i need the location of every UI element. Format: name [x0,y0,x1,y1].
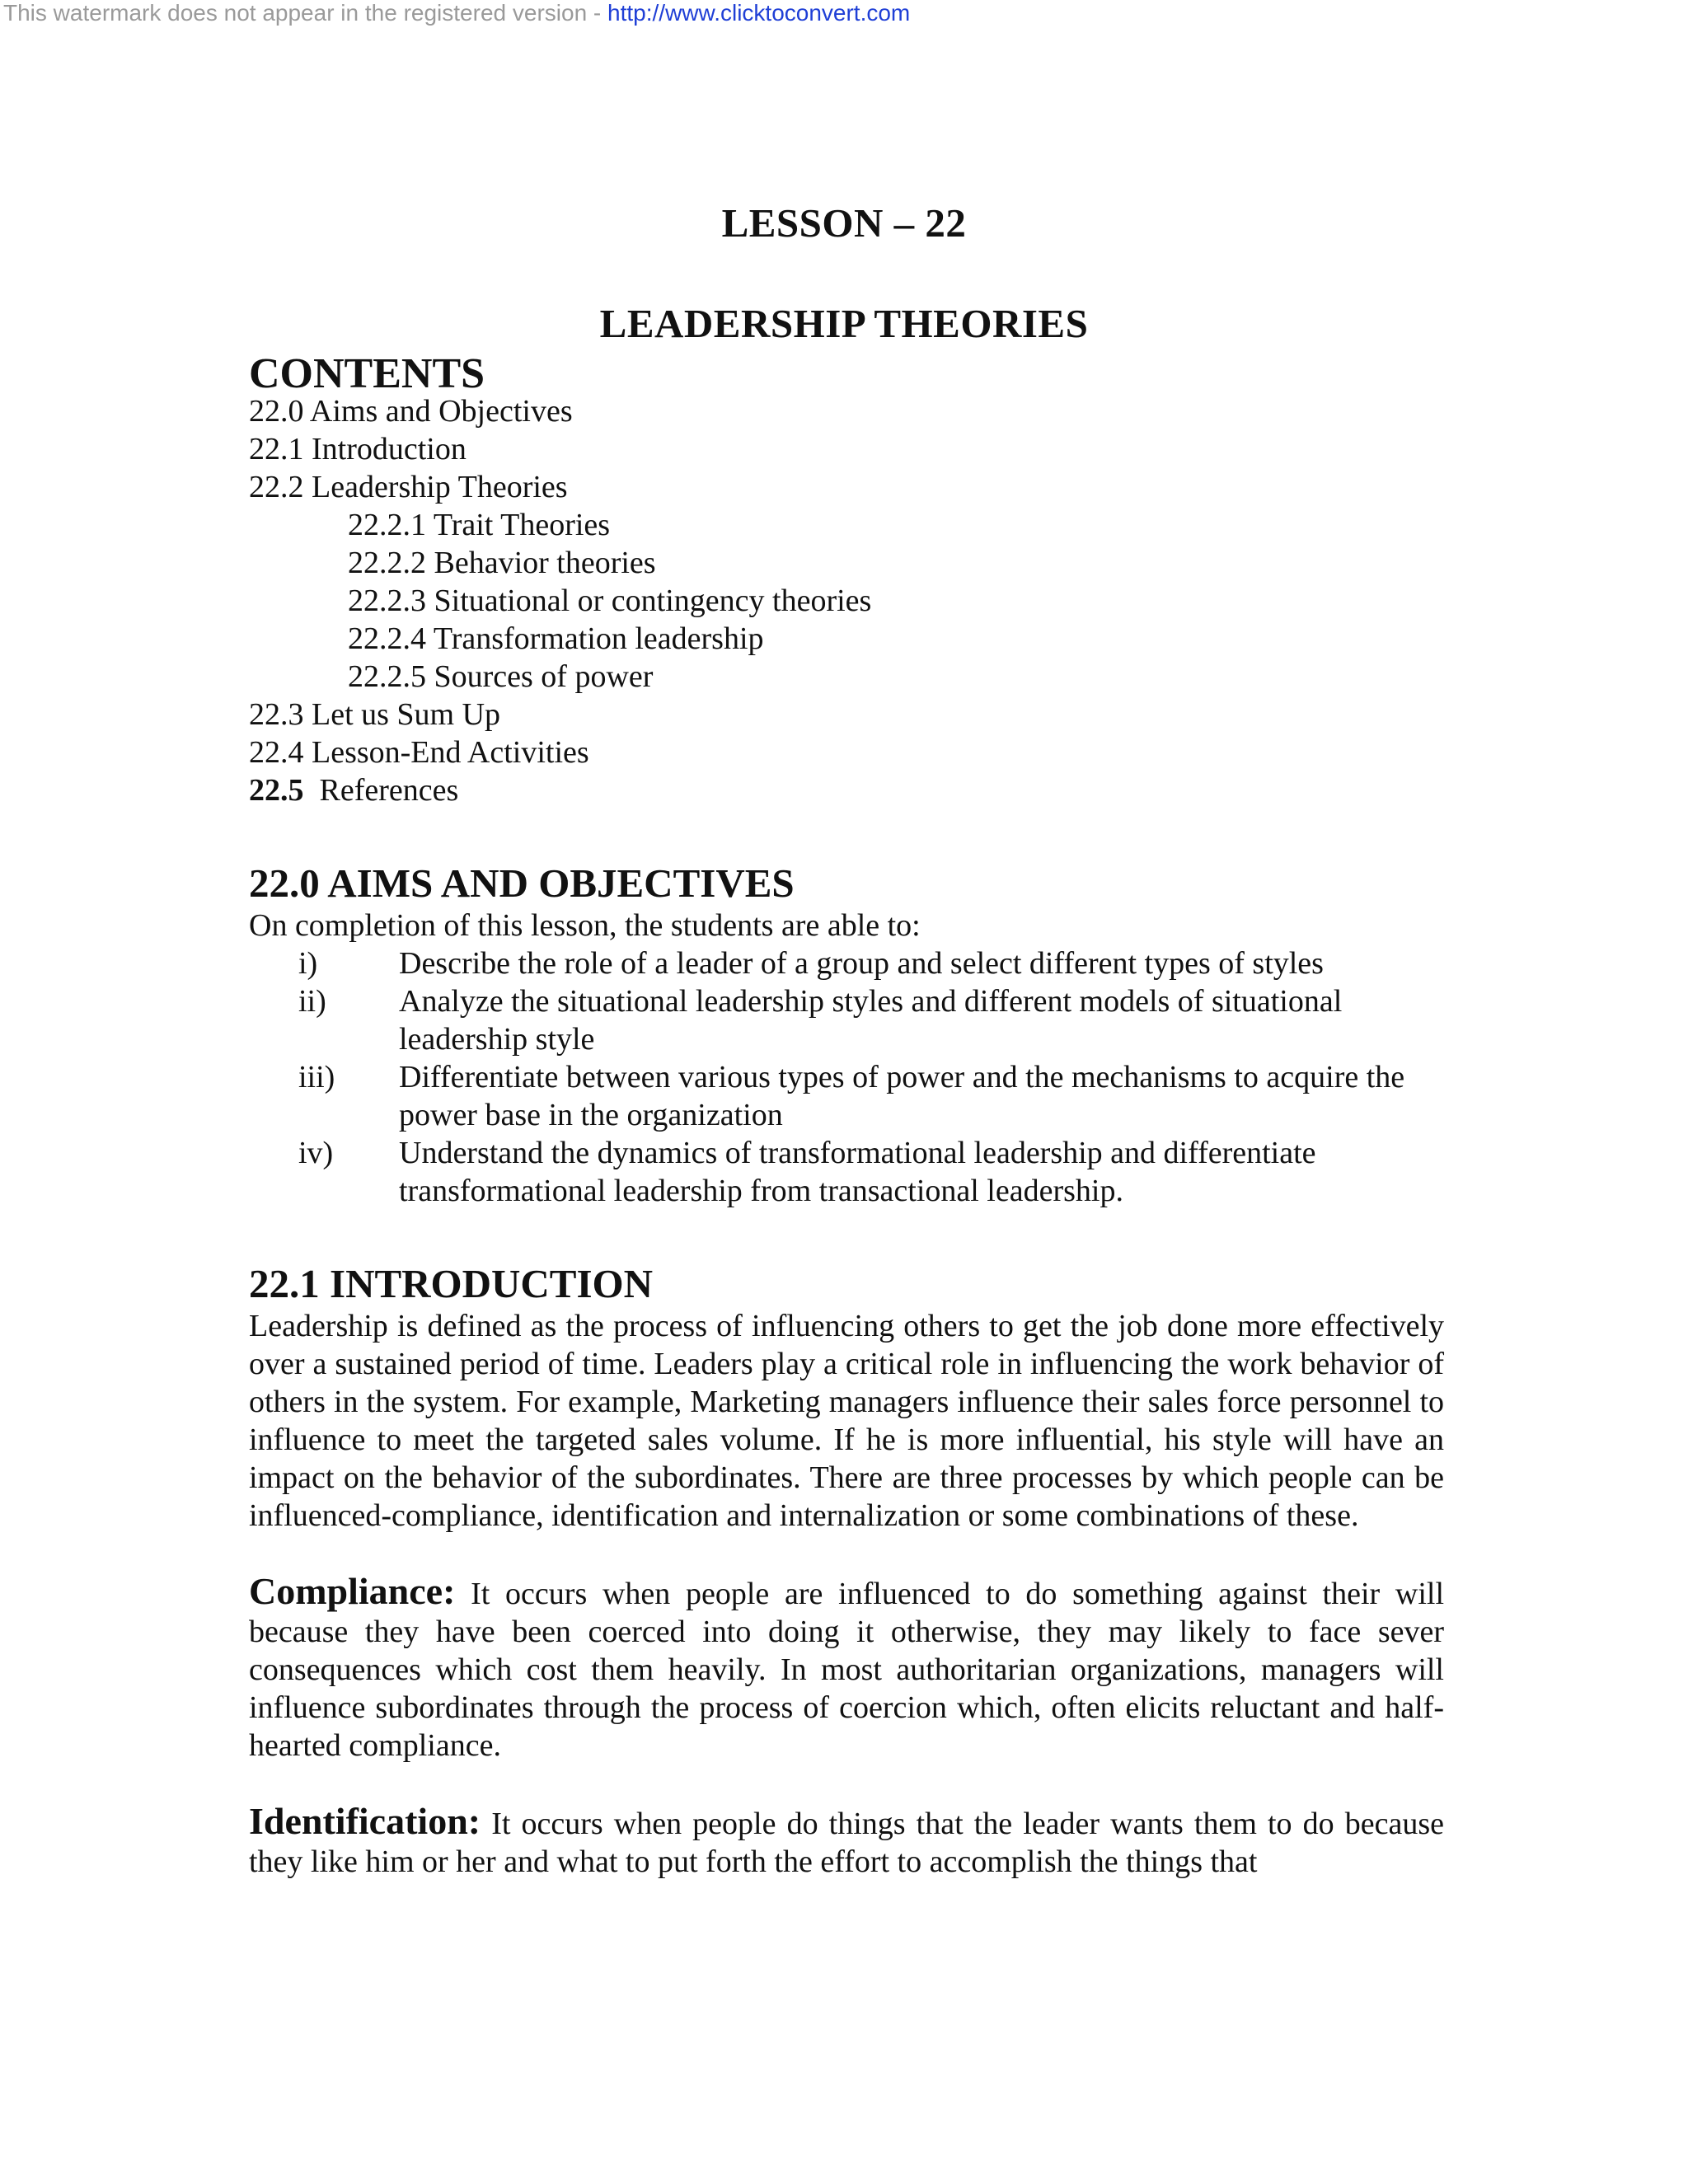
introduction-paragraph: Leadership is defined as the process of influencing others to get the job done more effectively over a sustained period of time. Leaders play a critical role in influencing the work behavior of others in the system. For example, Marketing managers influence their sales force personnel to influence to meet the targeted sales volume. If he is more influential, his style will have an impact on the behavior of the subordinates. There are three processes by which people can be influenced-compliance, identification and internalization or some combinations of these. [249,1309,1444,1533]
identification-paragraph [249,1802,1444,1881]
toc-subitem: 22.2.4 Transformation leadership [348,621,764,656]
lesson-title: LEADERSHIP THEORIES [599,301,1089,346]
toc-item: 22.3 Let us Sum Up [249,697,501,732]
watermark-link[interactable]: http://www.clicktoconvert.com [607,0,911,26]
objective-text: Differentiate between various types of power and the mechanisms to acquire the power base in the organization [399,1060,1405,1132]
objective-number: ii) [298,984,326,1019]
objective-item [249,944,1444,982]
watermark-banner [3,0,910,26]
objectives-list [249,944,1444,1210]
toc-item: 22.2 Leadership Theories [249,470,568,504]
toc-item: 22.4 Lesson-End Activities [249,735,589,770]
compliance-text: It occurs when people are influenced to do something against their will because they have been coerced into doing it otherwise, they may likely to face sever consequences which cost them heavily. In most authoritarian organizations, managers will influence subordinates through the process of coercion which, often elicits reluctant and half- hearted compliance. [249,1577,1444,1763]
identification-term: Identification: [249,1800,481,1842]
document-body [249,349,1444,1881]
objective-text: Analyze the situational leadership styles and different models of situational leadership style [399,984,1343,1057]
objective-item [249,1134,1444,1210]
toc-item: 22.0 Aims and Objectives [249,394,573,429]
aims-heading: 22.0 AIMS AND OBJECTIVES [249,860,795,906]
objective-number: i) [298,946,318,981]
aims-intro: On completion of this lesson, the students are able to: [249,908,921,943]
objective-text: Understand the dynamics of transformational leadership and differentiate transformational leadership from transactional leadership. [399,1136,1316,1208]
toc-subitem: 22.2.1 Trait Theories [348,508,611,542]
compliance-term: Compliance: [249,1570,456,1612]
toc-item-references [249,771,1444,809]
objective-number: iii) [298,1060,335,1094]
toc-item: 22.1 Introduction [249,432,467,466]
objective-item [249,982,1444,1058]
contents-list [249,392,1444,809]
toc-subitem: 22.2.3 Situational or contingency theories [348,583,872,618]
toc-subitem: 22.2.5 Sources of power [348,659,654,694]
toc-subitem: 22.2.2 Behavior theories [348,546,656,580]
paragraph-gap [249,1535,1444,1572]
introduction-heading: 22.1 INTRODUCTION [249,1261,654,1306]
toc-references-label: References [319,773,459,808]
contents-heading: CONTENTS [249,350,485,397]
toc-references-number: 22.5 [249,773,304,808]
lesson-number: LESSON – 22 [721,200,967,246]
watermark-text: This watermark does not appear in the registered version - [3,0,608,26]
identification-text: It occurs when people do things that the leader wants them to do because they like him or her and what to put forth the effort to accomplish the things that [249,1807,1444,1879]
objective-text: Describe the role of a leader of a group and select different types of styles [399,946,1324,981]
compliance-paragraph [249,1572,1444,1765]
objective-item [249,1058,1444,1134]
objective-number: iv) [298,1136,334,1170]
paragraph-gap [249,1765,1444,1802]
